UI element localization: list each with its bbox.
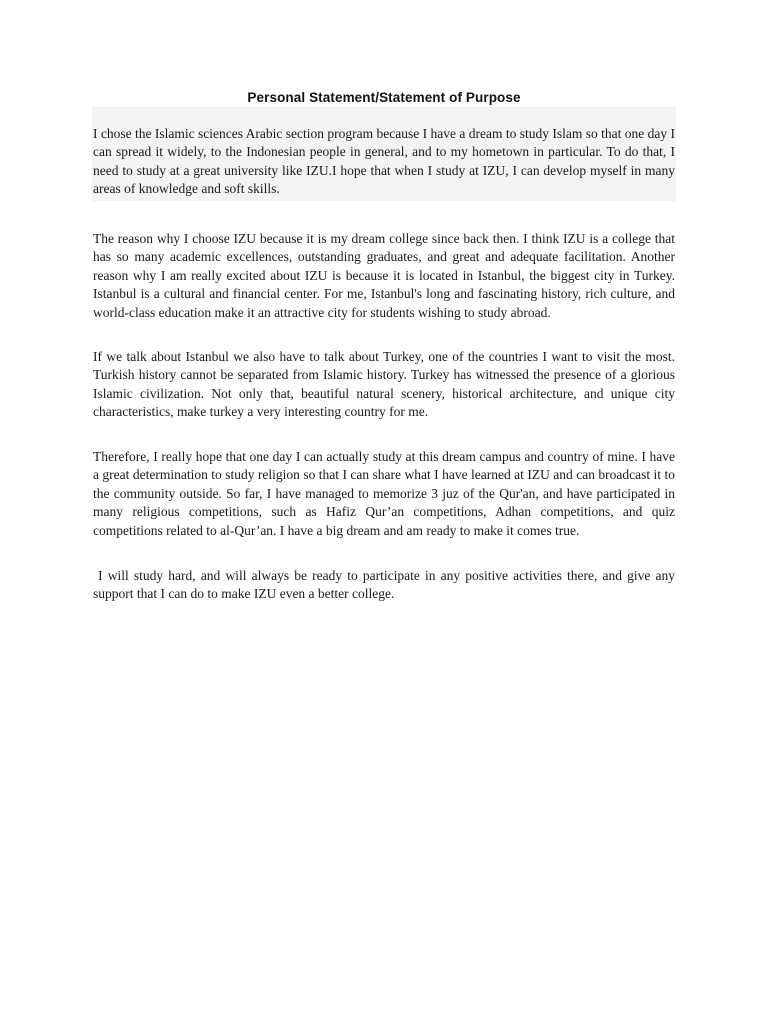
paragraph-closing: I will study hard, and will always be ready to participate in any positive activities there, and give any support that I can do to make IZU even a better college.	[93, 568, 679, 602]
document-title: Personal Statement/Statement of Purpose	[247, 90, 521, 105]
paragraph-intro: I chose the Islamic sciences Arabic section program because I have a dream to study Islam so that one day I can spread it widely, to the Indonesian people in general, and to my hometown in particular. To do that, I need to study at a great university like IZU.I hope that when I study at IZU, I can develop myself in many areas of knowledge and soft skills.	[93, 126, 675, 197]
paragraph-determination: Therefore, I really hope that one day I can actually study at this dream campus and country of mine. I have a great determination to study religion so that I can share what I have learned at IZU and can broadcast it to the community outside. So far, I have managed to memorize 3 juz of the Qur'an, and have participated in many religious competitions, such as Hafiz Qur’an competitions, Adhan competitions, and quiz competitions related to al-Qur’an. I have a big dream and am ready to make it comes true.	[93, 449, 675, 538]
paragraph-turkey: If we talk about Istanbul we also have to talk about Turkey, one of the countries I want to visit the most. Turkish history cannot be separated from Islamic history. Turkey has witnessed the presence of a glorious Islamic civilization. Not only that, beautiful natural scenery, historical architecture, and unique city characteristics, make turkey a very interesting country for me.	[93, 349, 675, 420]
paragraph-reason: The reason why I choose IZU because it is my dream college since back then. I think IZU is a college that has so many academic excellences, outstanding graduates, and great and adequate facilitation. Another reason why I am really excited about IZU is because it is located in Istanbul, the biggest city in Turkey. Istanbul is a cultural and financial center. For me, Istanbul's long and fascinating history, rich culture, and world-class education make it an attractive city for students wishing to study abroad.	[93, 231, 675, 320]
